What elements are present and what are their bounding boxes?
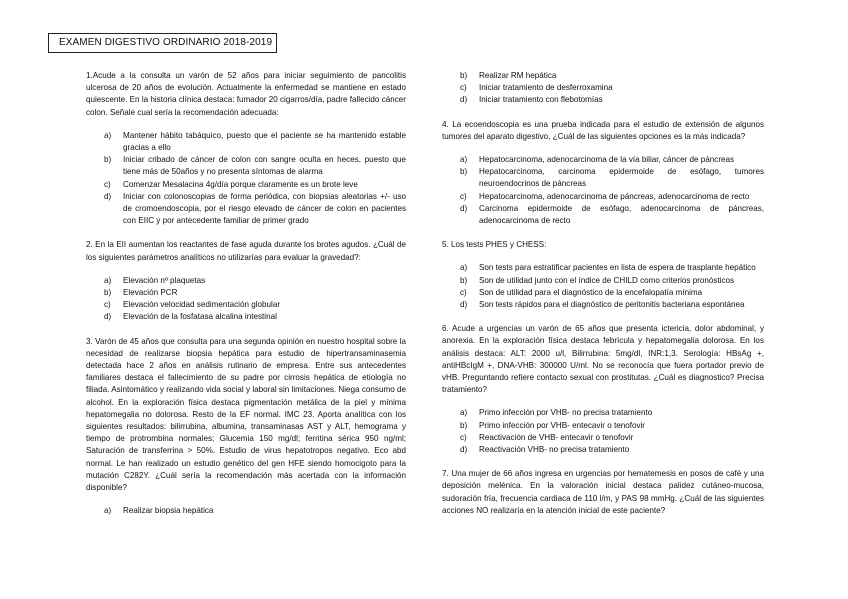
question-4 [442, 119, 764, 228]
option-letter: b) [104, 155, 112, 165]
answer-option[interactable] [86, 191, 406, 228]
option-letter: d) [460, 445, 468, 455]
question-stem: 7. Una mujer de 66 años ingresa en urgencias por hematemesis en posos de café y una deposición melénica. En la valoración inicial destaca palidez cutáneo-mucosa, sudoración fría, frecuencia cardiaca de 110 l/m, y PAS 98 mmHg. ¿Cuál de las siguientes acciones NO realizaría en la atención inicial de este paciente? [442, 469, 764, 515]
question-stem: 2. En la EII aumentan los reactantes de fase aguda durante los brotes agudos. ¿Cuál de los siguientes parámetros analíticos no utilizarías para evaluar la gravedad?: [86, 240, 406, 262]
option-letter: a) [460, 263, 468, 273]
answer-option[interactable] [86, 505, 406, 517]
answer-option[interactable] [86, 287, 406, 299]
question-1 [86, 70, 406, 227]
option-letter: a) [460, 408, 468, 418]
answer-option[interactable] [442, 275, 764, 287]
answer-options [442, 262, 764, 311]
option-letter: a) [104, 130, 112, 140]
question-stem: 6. Acude a urgencias un varón de 65 años que presenta ictericia, dolor abdominal, y anorexia. En la exploración física destaca febrícula y hepatomegalia dolorosa. En los análisis destaca: ALT: 2000 u/l, Bilirrubina: 5mg/dl, INR:1,3. Serología: HBsAg +, antiHBcIgM +, DNA-VHB: 300000 U/ml. No se reconocía que fuera portador previo de vHB. Preguntando refiere contacto sexual con prostitutas. ¿Cuál es diagnostico? Precisa tratamiento? [442, 324, 764, 395]
option-text: Primo infección por VHB- entecavir o tenofovir [479, 420, 645, 430]
answer-option[interactable] [442, 444, 764, 456]
answer-option[interactable] [442, 191, 764, 203]
option-letter: d) [104, 191, 112, 201]
option-letter: b) [460, 71, 468, 80]
answer-option[interactable] [86, 179, 406, 191]
option-text: Elevación de la fosfatasa alcalina intestinal [123, 312, 277, 322]
answer-option[interactable] [86, 311, 406, 323]
option-text: Hepatocarcinoma, carcinoma epidermoide de esófago, tumores neuroendocrinos de páncreas [479, 167, 764, 189]
question-3 [86, 336, 406, 518]
question-7 [442, 468, 764, 517]
option-text: Iniciar tratamiento con flebotomías [479, 95, 603, 105]
option-letter: d) [460, 203, 468, 213]
answer-option[interactable] [442, 432, 764, 444]
option-text: Son de utilidad junto con el índice de CHILD como criterios pronósticos [479, 275, 735, 285]
question-3-continued [442, 70, 764, 107]
option-text: Iniciar con colonoscopias de forma periódica, con biopsias aleatorias +/- uso de cromoendoscopia, por el riesgo elevado de cáncer de colon en pacientes con EIIC y por antecedente familiar de primer grado [123, 191, 406, 226]
question-stem: 4. La ecoendoscopia es una prueba indicada para el estudio de extensión de algunos tumores del aparato digestivo, ¿Cuál de las siguientes opciones es la más indicada? [442, 119, 764, 141]
answer-option[interactable] [442, 420, 764, 432]
answer-option[interactable] [86, 275, 406, 287]
answer-option[interactable] [442, 407, 764, 419]
exam-title: EXAMEN DIGESTIVO ORDINARIO 2018-2019 [48, 33, 277, 53]
option-text: Elevación velocidad sedimentación globular [123, 300, 281, 310]
option-text: Hepatocarcinoma, adenocarcinoma de la vía biliar, cáncer de páncreas [479, 155, 735, 165]
answer-option[interactable] [86, 130, 406, 154]
option-letter: b) [460, 275, 468, 285]
answer-options [442, 70, 764, 107]
option-letter: a) [460, 155, 468, 165]
option-text: Reactivación VHB- no precisa tratamiento [479, 445, 630, 455]
option-text: Mantener hábito tabáquico, puesto que el paciente se ha mantenido estable gracias a ello [123, 130, 406, 153]
answer-option[interactable] [442, 287, 764, 299]
option-letter: d) [460, 95, 468, 105]
answer-options [442, 154, 764, 227]
answer-option[interactable] [442, 299, 764, 311]
question-5 [442, 239, 764, 311]
question-stem: 1.Acude a la consulta un varón de 52 años para iniciar seguimiento de pancolitis ulcerosa de 20 años de evolución. Actualmente la enfermedad se mantiene en estado quiescente. En la historia clínica destaca: fumador 20 cigarros/día, padre fallecido cáncer colon. Señale cual sería la recomendación adecuada: [86, 71, 406, 117]
option-text: Primo infección por VHB- no precisa tratamiento [479, 408, 653, 418]
answer-option[interactable] [442, 94, 764, 106]
option-text: Carcinoma epidermoide de esófago, adenocarcinoma de páncreas, adenocarcinoma de recto [479, 203, 764, 226]
answer-options [442, 407, 764, 456]
option-letter: c) [460, 83, 467, 93]
answer-option[interactable] [442, 82, 764, 94]
option-text: Realizar biopsia hepática [123, 506, 214, 516]
option-text: Hepatocarcinoma, adenocarcinoma de páncreas, adenocarcinoma de recto [479, 191, 750, 201]
option-letter: b) [104, 288, 112, 298]
left-column [86, 70, 406, 530]
option-text: Reactivación de VHB- entecavir o tenofovir [479, 432, 634, 442]
answer-option[interactable] [442, 166, 764, 190]
answer-option[interactable] [86, 299, 406, 311]
option-letter: d) [460, 300, 468, 310]
question-6 [442, 323, 764, 456]
question-2 [86, 239, 406, 323]
question-stem: 3. Varón de 45 años que consulta para una segunda opinión en nuestro hospital sobre la necesidad de realizarse biopsia hepática para estudio de hipertransaminasemia detectada hace 2 años en análisis rutinario de empresa. Entre sus antecedentes familiares destaca el fallecimiento de su padre por cirrosis hepática de etiología no filiada. Asintomático y realizando vida social y laboral sin limitaciones. Niega consumo de alcohol. En la exploración física destaca pigmentación metálica de la piel y mínima hepatomegalia no dolorosa. Resto de la EF normal. IMC 23. Aporta analítica con los siguientes resultados: bilirrubina, albumina, transaminasas AST y ALT, hemograma y tiempo de protrombina normales; Glucemia 150 mg/dl; ferritina sérica 950 ng/ml; Saturación de transferrina > 50%. Estudio de virus hepatotropos negativo. Eco abd normal. Le han realizado un estudio genético del gen HFE siendo homocigoto para la mutación C282Y. ¿Cuál sería la recomendación más acertada con la información disponible? [86, 336, 406, 493]
option-letter: c) [460, 432, 467, 442]
option-text: Elevación PCR [123, 288, 178, 298]
right-column [442, 70, 764, 529]
answer-option[interactable] [442, 203, 764, 227]
answer-options [86, 130, 406, 228]
option-letter: c) [460, 191, 467, 201]
option-letter: b) [460, 167, 468, 177]
option-text: Iniciar tratamiento de desferroxamina [479, 83, 613, 93]
option-letter: c) [104, 300, 111, 310]
answer-option[interactable] [442, 262, 764, 274]
option-letter: d) [104, 312, 112, 322]
option-text: Iniciar cribado de cáncer de colon con sangre oculta en heces, puesto que tiene más de 50años y no presenta síntomas de alarma [123, 155, 406, 177]
option-text: Son tests rápidos para el diagnóstico de peritonitis bacteriana espontánea [479, 300, 745, 310]
option-letter: c) [104, 179, 111, 189]
option-text: Realizar RM hepática [479, 71, 557, 80]
option-letter: a) [104, 275, 112, 285]
option-text: Son de utilidad para el diagnóstico de la encefalopatía mínima [479, 287, 703, 297]
answer-option[interactable] [442, 154, 764, 166]
option-text: Son tests para estratificar pacientes en lista de espera de trasplante hepático [479, 263, 756, 273]
answer-option[interactable] [86, 154, 406, 178]
answer-options [86, 505, 406, 517]
option-letter: b) [460, 420, 468, 430]
option-text: Elevación nº plaquetas [123, 275, 206, 285]
option-letter: c) [460, 287, 467, 297]
option-text: Comenzar Mesalacina 4g/día porque claramente es un brote leve [123, 179, 358, 189]
option-letter: a) [104, 506, 112, 516]
answer-options [86, 275, 406, 324]
question-stem: 5. Los tests PHES y CHESS: [442, 240, 547, 250]
answer-option[interactable] [442, 70, 764, 82]
